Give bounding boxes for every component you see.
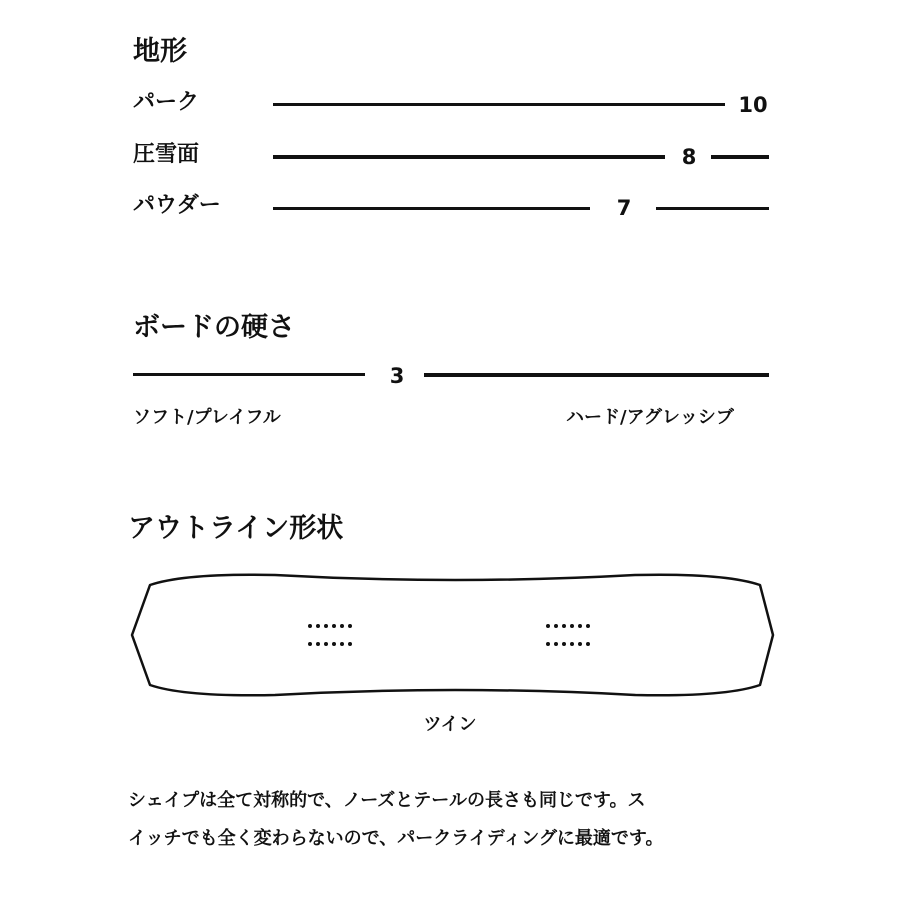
terrain-value-park: 10 bbox=[738, 93, 768, 117]
description-line-1: シェイプは全て対称的で、ノーズとテールの長さも同じです。ス bbox=[128, 790, 646, 811]
snowboard-outline bbox=[125, 565, 785, 705]
stiffness-right-label: ハード/アグレッシブ bbox=[566, 407, 734, 428]
description-line-2: イッチでも全く変わらないので、パークライディングに最適です。 bbox=[128, 828, 664, 849]
stiffness-bar-left bbox=[133, 373, 365, 376]
terrain-bar-powder-right bbox=[656, 207, 769, 210]
terrain-bar-groomed-right bbox=[711, 155, 769, 159]
stiffness-bar-right bbox=[424, 373, 769, 377]
terrain-bar-groomed-left bbox=[273, 155, 665, 159]
stiffness-title: ボードの硬さ bbox=[133, 312, 295, 343]
terrain-value-powder: 7 bbox=[616, 196, 632, 220]
terrain-title: 地形 bbox=[133, 36, 187, 67]
stiffness-left-label: ソフト/プレイフル bbox=[133, 407, 281, 428]
terrain-label-park: パーク bbox=[133, 90, 200, 115]
outline-caption: ツイン bbox=[423, 714, 477, 735]
terrain-label-groomed: 圧雪面 bbox=[133, 142, 200, 167]
snowboard-outline-shape bbox=[132, 575, 773, 696]
terrain-bar-powder-left bbox=[273, 207, 590, 210]
stiffness-value: 3 bbox=[389, 364, 405, 388]
terrain-bar-park bbox=[273, 103, 725, 106]
outline-title: アウトライン形状 bbox=[128, 513, 344, 544]
terrain-value-groomed: 8 bbox=[681, 145, 697, 169]
terrain-label-powder: パウダー bbox=[133, 193, 221, 218]
